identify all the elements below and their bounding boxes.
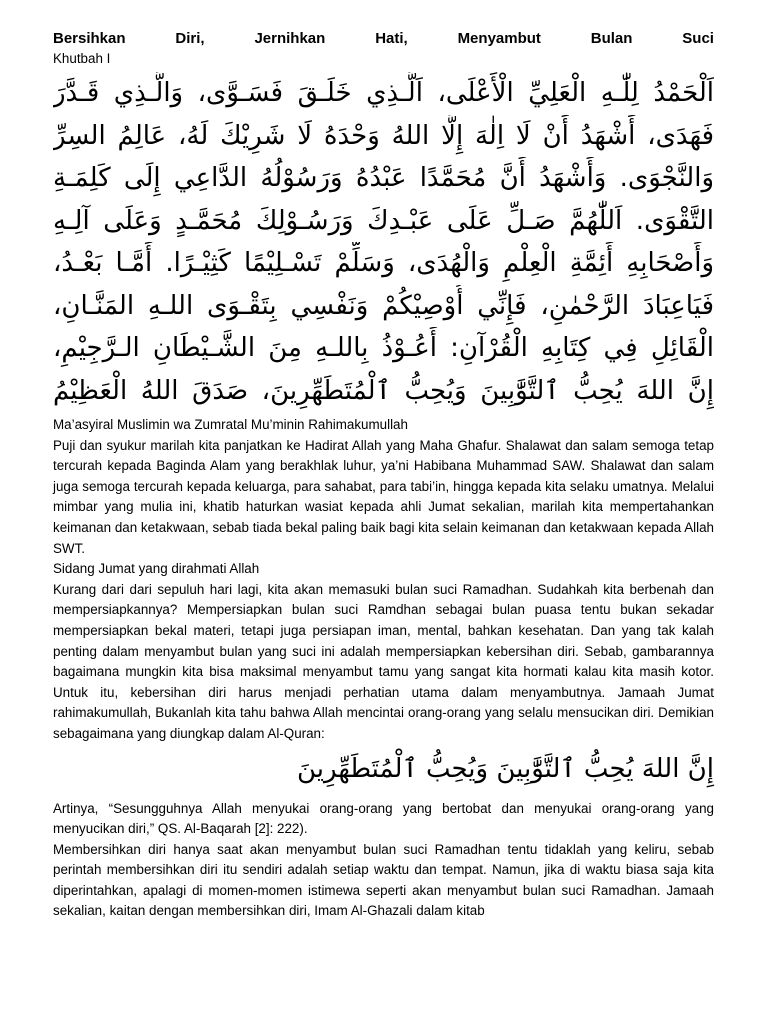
- arabic-line: إِنَّ اللهَ يُحِبُّ ٱلتَّوَّٰبِينَ وَيُحِبُّ ٱلْمُتَطَهِّرِينَ، صَدَقَ اللهُ الْعَظِيْمُ: [53, 375, 714, 406]
- title-word: Menyambut: [457, 30, 541, 47]
- body-paragraph: Puji dan syukur marilah kita panjatkan ke Hadirat Allah yang Maha Ghafur. Shalawat dan salam semoga tetap tercurah kepada Baginda Alam yang berakhlak luhur, ya’ni Habibana Muhammad SAW. Shalawat dan salam juga semoga tercurah kepada keluarga, para sahabat, para tabi’in, hingga kepada kita selaku umatnya. Melalui mimbar yang mulia ini, khatib haturkan wasiat kepada ahli Jumat sekalian, marilah kita mempertahankan keimanan dan ketakwaan, sebab tiada bekal paling baik bagi kita selain keimanan dan ketakwaan kepada Allah SWT.: [53, 437, 714, 556]
- arabic-line: وَالنَّجْوَى. وَأَشْهَدُ أَنَّ مُحَمَّدًا عَبْدُهُ وَرَسُوْلُهُ الدَّاعِي إِلَى كَلِمَـةِ: [53, 163, 714, 193]
- document-subtitle: Khutbah I: [53, 51, 111, 66]
- arabic-line: اَلْحَمْدُ لِلّٰـهِ الْعَلِيِّ الْأَعْلَى، اَلَّـذِي خَلَـقَ فَسَـوَّى، وَالَّـذِي قَـدَّرَ: [53, 78, 714, 108]
- salutation-line: Ma’asyiral Muslimin wa Zumratal Mu’minin Rahimakumullah: [53, 417, 408, 432]
- title-word: Diri,: [175, 30, 205, 47]
- arabic-opening-text: [53, 72, 714, 412]
- verse-translation: Artinya, “Sesungguhnya Allah menyukai orang-orang yang bertobat dan menyukai orang-orang yang menyucikan diri,” QS. Al-Baqarah [2]: 222).: [53, 800, 714, 837]
- body-paragraph: Kurang dari dari sepuluh hari lagi, kita akan memasuki bulan suci Ramadhan. Sudahkah kita berbenah dan mempersiapkannya? Mempersiapkan bulan suci Ramdhan sebagai bulan puasa tentu bukan sekadar mempersiapkan bekal materi, tetapi juga persiapan iman, mental, bahkan kesehatan. Dan yang tak kalah penting dalam menyambut bulan yang suci ini adalah mempersiapkan kebersihan diri. Sebab, gambarannya bagaimana mungkin kita bisa maksimal menyambut tamu yang sangat kita hormati kalau kita masih kotor. Untuk itu, kebersihan diri harus menjadi perhatian utama dalam menyambutnya. Jamaah Jumat rahimakumullah, Bukanlah kita tahu bahwa Allah mencintai orang-orang yang selalu mensucikan diri. Demikian sebagaimana yang diungkap dalam Al-Quran:: [53, 581, 714, 741]
- document-page: [53, 28, 714, 922]
- salutation-line: Sidang Jumat yang dirahmati Allah: [53, 561, 260, 577]
- arabic-line: فَيَاعِبَادَ الرَّحْمٰنِ، فَإِنِّي أُوْصِيْكُمْ وَنَفْسِي بِتَقْـوَى اللـهِ المَنَّـانِ،: [53, 290, 714, 321]
- title-word: Bersihkan: [53, 30, 126, 47]
- body-paragraph: Membersihkan diri hanya saat akan menyambut bulan suci Ramadhan tentu tidaklah yang keliru, sebab perintah membersihkan diri itu sendiri adalah setiap waktu dan tempat. Namun, jika di waktu biasa saja kita diperintahkan, apalagi di momen-momen istimewa seperti akan menyambut bulan suci Ramadhan. Jamaah sekalian, kaitan dengan membersihkan diri, Imam Al-Ghazali dalam kitab: [53, 841, 714, 919]
- document-title: [53, 28, 714, 50]
- arabic-line: فَهَدَى، أَشْهَدُ أَنْ لَا اِلٰهَ إِلَّا اللهُ وَحْدَهُ لَا شَرِيْكَ لَهُ، عَالِمُ السِرِّ: [53, 120, 714, 151]
- title-word: Bulan: [590, 30, 633, 47]
- title-word: Suci: [682, 30, 714, 47]
- title-word: Hati,: [375, 30, 408, 47]
- arabic-line: التَّقْوَى. اَللّٰهُمَّ صَـلِّ عَلَى عَبْـدِكَ وَرَسُـوْلِكَ مُحَمَّـدٍ وَعَلَى آلِـهِ: [53, 205, 714, 236]
- title-word: Jernihkan: [254, 30, 326, 47]
- arabic-line: الْقَائِلِ فِي كِتَابِهِ الْقُرْآنِ: أَعُـوْذُ بِاللـهِ مِنَ الشَّـيْطَانِ الـرَّجِيْمِ،: [53, 333, 714, 363]
- quran-verse: إِنَّ اللهَ يُحِبُّ ٱلتَّوَّٰبِينَ وَيُحِبُّ ٱلْمُتَطَهِّرِينَ: [296, 753, 714, 784]
- arabic-line: وَأَصْحَابِهِ أَئِمَّةِ الْعِلْمِ وَالْهُدَى، وَسَلِّمْ تَسْـلِيْمًا كَثِيْـرًا. أَمَّـا بَعْـدُ،: [53, 248, 714, 278]
